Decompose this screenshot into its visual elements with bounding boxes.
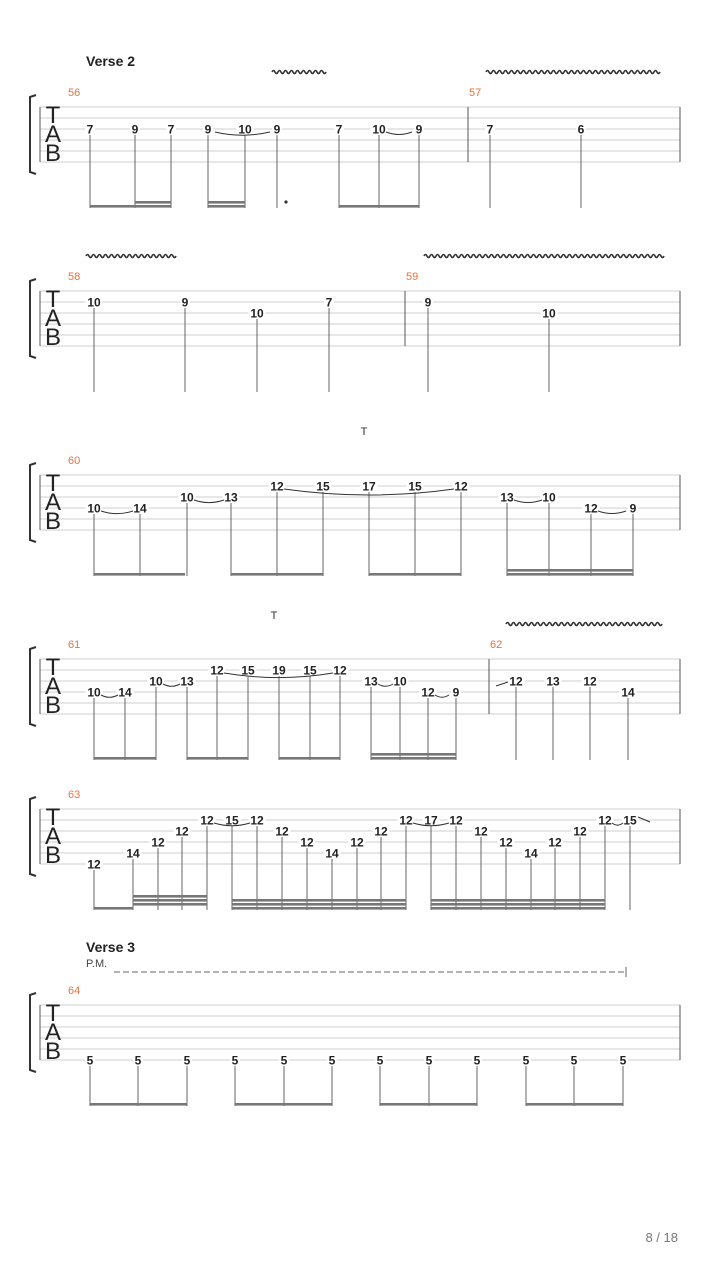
fret-number: 12 [598, 813, 612, 828]
fret-number: 10 [180, 490, 194, 505]
beam [94, 573, 185, 576]
tab-clef-t: T [45, 654, 61, 681]
tab-clef-t: T [45, 286, 61, 313]
fret-number: 5 [231, 1053, 239, 1068]
tab-clef-a: A [44, 673, 62, 700]
tap-marker: T [360, 426, 368, 438]
fret-number: 13 [180, 674, 194, 689]
measure-number: 63 [68, 789, 81, 801]
measure-number: 57 [469, 87, 482, 99]
beam [208, 201, 245, 204]
beam [371, 753, 456, 756]
fret-number: 12 [374, 824, 388, 839]
fret-number: 5 [376, 1053, 384, 1068]
slur [101, 511, 133, 514]
measure-number: 62 [490, 639, 503, 651]
tab-clef-a: A [44, 489, 62, 516]
fret-number: 13 [224, 490, 238, 505]
fret-number: 17 [362, 479, 376, 494]
tab-clef-a: A [44, 1019, 62, 1046]
beam [231, 573, 323, 576]
fret-number: 10 [250, 306, 264, 321]
tap-marker: T [270, 610, 278, 622]
fret-number: 5 [570, 1053, 578, 1068]
slur [598, 511, 626, 514]
rhythm-dot [284, 200, 287, 203]
fret-number: 12 [454, 479, 468, 494]
fret-number: 10 [87, 501, 101, 516]
fret-number: 12 [210, 663, 224, 678]
fret-number: 12 [509, 674, 523, 689]
fret-number: 7 [325, 295, 333, 310]
fret-number: 10 [87, 685, 101, 700]
fret-number: 7 [86, 122, 94, 137]
beam [133, 903, 207, 906]
fret-number: 5 [183, 1053, 191, 1068]
fret-number: 12 [175, 824, 189, 839]
fret-number: 12 [300, 835, 314, 850]
beam [133, 895, 207, 898]
fret-number: 15 [408, 479, 422, 494]
fret-number: 15 [623, 813, 637, 828]
tab-clef-t: T [45, 804, 61, 831]
system-bracket [30, 797, 36, 876]
fret-number: 10 [393, 674, 407, 689]
beam [235, 1103, 332, 1106]
beam [380, 1103, 477, 1106]
fret-number: 12 [151, 835, 165, 850]
measure-number: 60 [68, 455, 81, 467]
slur [435, 695, 449, 697]
fret-number: 12 [250, 813, 264, 828]
fret-number: 9 [424, 295, 432, 310]
beam [526, 1103, 623, 1106]
beam [507, 569, 633, 572]
slur [378, 684, 393, 686]
system-3 [30, 426, 680, 576]
beam [90, 1103, 187, 1106]
system-6 [30, 939, 680, 1106]
measure-number: 58 [68, 271, 81, 283]
beam [369, 573, 461, 576]
fret-number: 12 [200, 813, 214, 828]
fret-number: 6 [577, 122, 585, 137]
fret-number: 9 [204, 122, 212, 137]
tab-clef-t: T [45, 102, 61, 129]
slur [101, 695, 118, 697]
beam [94, 907, 133, 910]
fret-number: 10 [238, 122, 252, 137]
system-2 [30, 255, 680, 393]
slur [386, 132, 412, 135]
fret-number: 5 [280, 1053, 288, 1068]
section-title: Verse 2 [86, 53, 136, 69]
fret-number: 9 [131, 122, 139, 137]
tab-clef-a: A [44, 305, 62, 332]
fret-number: 12 [548, 835, 562, 850]
fret-number: 10 [542, 490, 556, 505]
beam [371, 757, 456, 760]
fret-number: 5 [86, 1053, 94, 1068]
fret-number: 12 [275, 824, 289, 839]
fret-number: 15 [225, 813, 239, 828]
tab-clef-b: B [44, 842, 62, 869]
fret-number: 19 [272, 663, 286, 678]
vibrato-mark [272, 71, 326, 74]
slur [612, 823, 623, 825]
fret-number: 12 [499, 835, 513, 850]
section-title: Verse 3 [86, 939, 136, 955]
fret-number: 5 [134, 1053, 142, 1068]
fret-number: 5 [619, 1053, 627, 1068]
fret-number: 7 [335, 122, 343, 137]
beam [232, 907, 406, 910]
fret-number: 13 [500, 490, 514, 505]
fret-number: 10 [542, 306, 556, 321]
palm-mute-label: P.M. [86, 958, 108, 970]
fret-number: 10 [87, 295, 101, 310]
beam [431, 907, 605, 910]
fret-number: 13 [546, 674, 560, 689]
fret-number: 12 [421, 685, 435, 700]
measure-number: 56 [68, 87, 81, 99]
measure-number: 61 [68, 639, 81, 651]
fret-number: 5 [473, 1053, 481, 1068]
fret-number: 7 [486, 122, 494, 137]
beam [232, 903, 406, 906]
tab-clef-b: B [44, 692, 62, 719]
beam [94, 757, 156, 760]
fret-number: 5 [425, 1053, 433, 1068]
vibrato-mark [486, 71, 660, 74]
fret-number: 10 [372, 122, 386, 137]
system-5 [30, 789, 680, 910]
fret-number: 5 [522, 1053, 530, 1068]
tab-clef-t: T [45, 1000, 61, 1027]
beam [431, 903, 605, 906]
fret-number: 9 [273, 122, 281, 137]
slide-in-mark [496, 682, 508, 686]
system-bracket [30, 463, 36, 542]
fret-number: 12 [87, 857, 101, 872]
slur [194, 500, 224, 503]
fret-number: 12 [333, 663, 347, 678]
system-1 [30, 53, 680, 208]
beam [135, 201, 171, 204]
fret-number: 12 [573, 824, 587, 839]
system-4 [30, 610, 680, 760]
beam [339, 205, 419, 208]
fret-number: 14 [325, 846, 339, 861]
fret-number: 9 [452, 685, 460, 700]
measure-number: 59 [406, 271, 419, 283]
page-number: 8 / 18 [645, 1230, 678, 1245]
beam [431, 899, 605, 902]
fret-number: 12 [270, 479, 284, 494]
measure-number: 64 [68, 985, 81, 997]
fret-number: 10 [149, 674, 163, 689]
tab-clef-t: T [45, 470, 61, 497]
beam [279, 757, 340, 760]
fret-number: 14 [133, 501, 147, 516]
beam [208, 205, 245, 208]
fret-number: 17 [424, 813, 438, 828]
fret-number: 13 [364, 674, 378, 689]
beam [187, 757, 248, 760]
vibrato-mark [506, 623, 662, 626]
fret-number: 14 [126, 846, 140, 861]
fret-number: 9 [181, 295, 189, 310]
fret-number: 12 [350, 835, 364, 850]
beam [232, 899, 406, 902]
vibrato-mark [86, 255, 176, 258]
system-bracket [30, 279, 36, 358]
vibrato-mark [424, 255, 664, 258]
fret-number: 12 [399, 813, 413, 828]
slur [514, 500, 542, 503]
fret-number: 9 [629, 501, 637, 516]
system-bracket [30, 993, 36, 1072]
slur [163, 684, 180, 686]
tab-clef-b: B [44, 140, 62, 167]
tab-clef-b: B [44, 1038, 62, 1065]
tab-clef-a: A [44, 121, 62, 148]
fret-number: 15 [303, 663, 317, 678]
system-bracket [30, 647, 36, 726]
fret-number: 15 [241, 663, 255, 678]
fret-number: 14 [118, 685, 132, 700]
fret-number: 14 [621, 685, 635, 700]
fret-number: 12 [449, 813, 463, 828]
fret-number: 9 [415, 122, 423, 137]
system-bracket [30, 95, 36, 174]
fret-number: 12 [583, 674, 597, 689]
beam [507, 573, 633, 576]
beam [90, 205, 171, 208]
tab-clef-a: A [44, 823, 62, 850]
beam [133, 899, 207, 902]
fret-number: 7 [167, 122, 175, 137]
fret-number: 15 [316, 479, 330, 494]
fret-number: 12 [474, 824, 488, 839]
fret-number: 5 [328, 1053, 336, 1068]
fret-number: 12 [584, 501, 598, 516]
tab-clef-b: B [44, 324, 62, 351]
tab-clef-b: B [44, 508, 62, 535]
fret-number: 14 [524, 846, 538, 861]
